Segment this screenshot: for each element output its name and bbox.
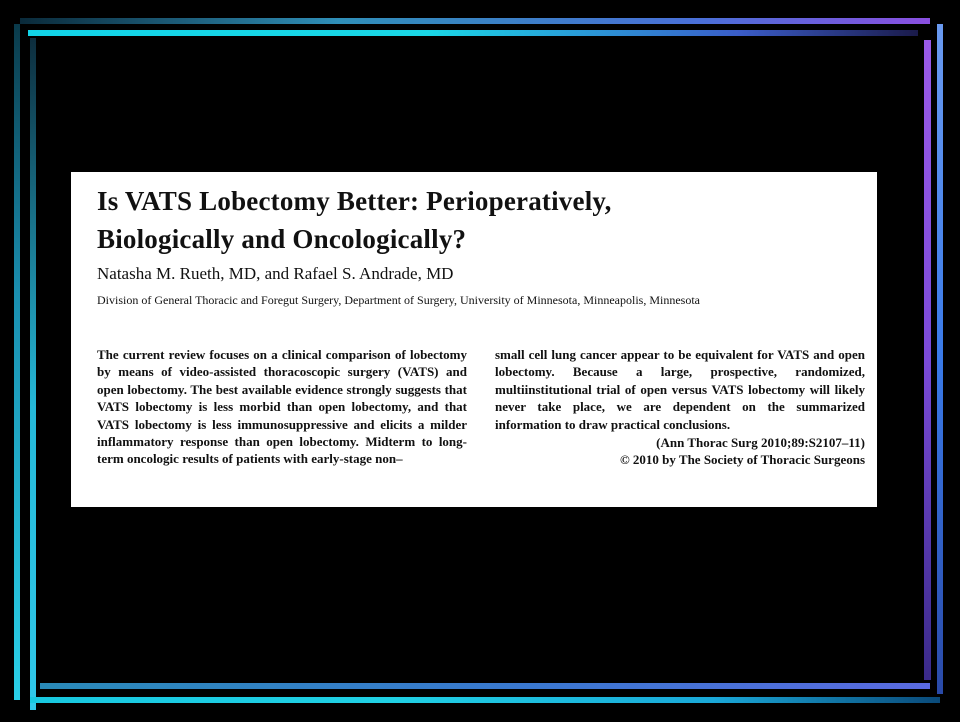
article-title-line2: Biologically and Oncologically? (97, 224, 467, 254)
article-authors: Natasha M. Rueth, MD, and Rafael S. Andrade, MD (97, 264, 454, 283)
article-affiliation: Division of General Thoracic and Foregut Surgery, Department of Surgery, University of Minnesota, Minneapolis, Minnesota (97, 293, 700, 307)
abstract-column-right (495, 346, 865, 469)
abstract-text-left: The current review focuses on a clinical comparison of lobectomy by means of video-assisted thoracoscopic surgery (VATS) and open lobectomy. The best available evidence strongly suggests that VATS lobectomy is less morbid than open lobectomy, and that VATS lobectomy is less immunosuppressive and elicits a milder inflammatory response than open lobectomy. Midterm to long-term oncologic results of patients with early-stage non– (97, 347, 467, 467)
frame-bar-left-inner (30, 38, 36, 710)
frame-bar-bottom-inner (40, 683, 930, 689)
article-abstract (97, 346, 865, 469)
abstract-column-left (97, 346, 467, 469)
article-excerpt (71, 172, 877, 507)
frame-bar-right-inner (924, 40, 931, 680)
abstract-text-right: small cell lung cancer appear to be equivalent for VATS and open lobectomy. Because a large, prospective, randomized, multiinstitutional trial of open versus VATS lobectomy will likely never take place, we are dependent on the summarized information to draw practical conclusions. (495, 347, 865, 432)
article-citation: (Ann Thorac Surg 2010;89:S2107–11) (656, 435, 865, 451)
frame-bar-top-outer (20, 18, 930, 24)
article-title (97, 182, 857, 258)
frame-bar-right-outer (937, 24, 943, 694)
frame-bar-left-outer (14, 24, 20, 700)
article-title-line1: Is VATS Lobectomy Better: Perioperatively, (97, 186, 612, 216)
article-copyright: © 2010 by The Society of Thoracic Surgeons (619, 452, 865, 468)
frame-bar-top-inner (28, 30, 918, 36)
frame-bar-bottom-outer (30, 697, 940, 703)
